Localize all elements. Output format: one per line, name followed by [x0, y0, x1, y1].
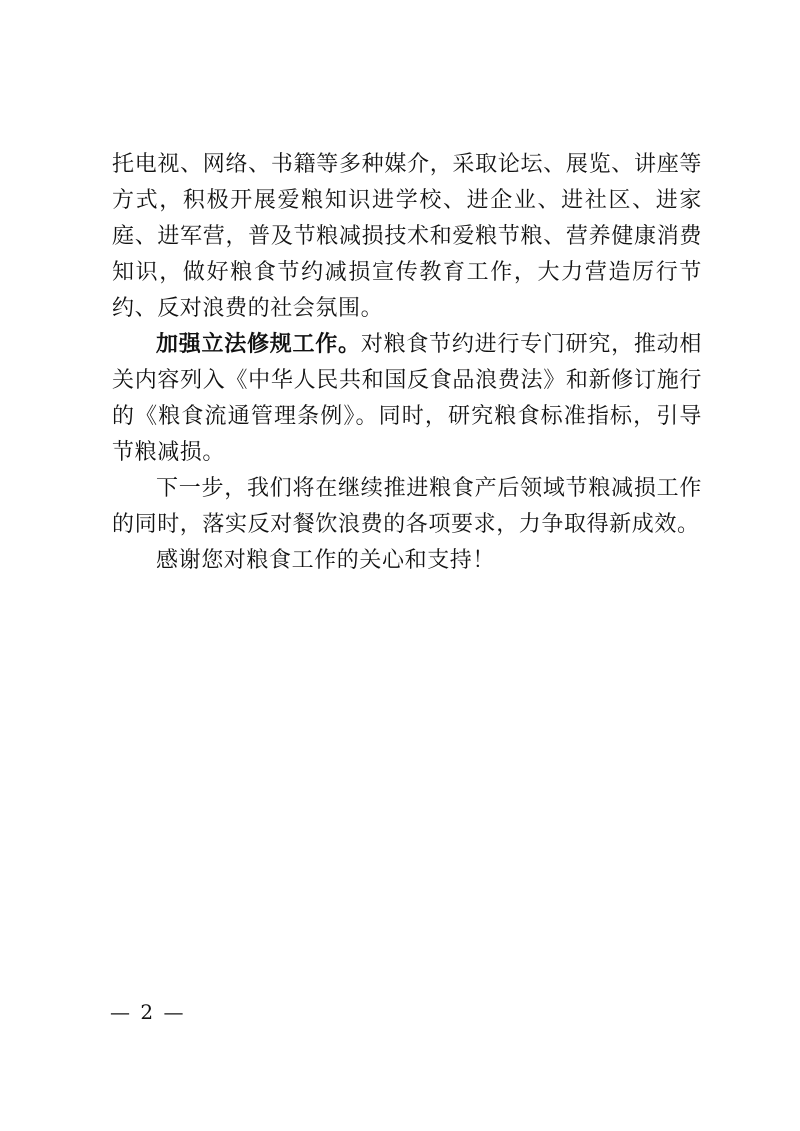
- page-number: — 2 —: [110, 1000, 186, 1024]
- paragraph-next-steps: [112, 471, 702, 543]
- paragraph-legislation: [112, 327, 702, 471]
- paragraph-heading: 加强立法修规工作。: [156, 332, 361, 357]
- paragraph-text: 下一步，我们将在继续推进粮食产后领域节粮减损工作的同时，落实反对餐饮浪费的各项要求，力争取得新成效。: [112, 476, 702, 537]
- paragraph-text: 感谢您对粮食工作的关心和支持！: [156, 548, 496, 573]
- paragraph-continuation: [112, 147, 702, 327]
- body-text: [112, 147, 702, 579]
- paragraph-text: 对粮食节约进行专门研究，推动相关内容列入《中华人民共和国反食品浪费法》和新修订施行的《粮食流通管理条例》。同时，研究粮食标准指标，引导节粮减损。: [112, 332, 702, 465]
- paragraph-text: 托电视、网络、书籍等多种媒介，采取论坛、展览、讲座等方式，积极开展爱粮知识进学校、进企业、进社区、进家庭、进军营，普及节粮减损技术和爱粮节粮、营养健康消费知识，做好粮食节约减损宣传教育工作，大力营造厉行节约、反对浪费的社会氛围。: [112, 152, 702, 321]
- paragraph-thanks: [112, 543, 702, 579]
